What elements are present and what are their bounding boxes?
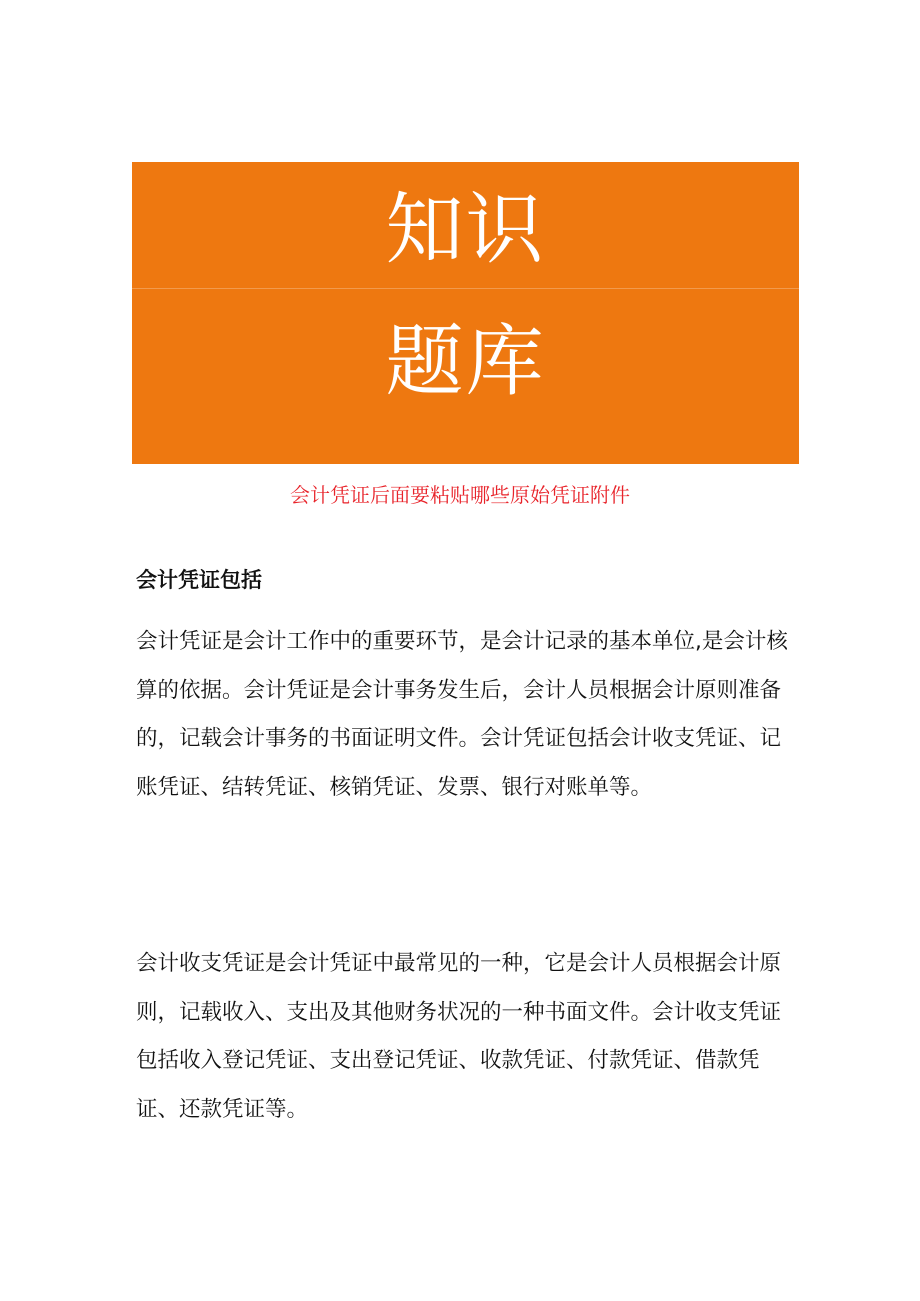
title-banner <box>132 162 799 464</box>
paragraph-2: 会计收支凭证是会计凭证中最常见的一种，它是会计人员根据会计原则，记载收入、支出及其他财务状况的一种书面文件。会计收支凭证包括收入登记凭证、支出登记凭证、收款凭证、付款凭证、借款凭证、还款凭证等。 <box>136 951 782 1122</box>
article-title: 会计凭证后面要粘贴哪些原始凭证附件 <box>290 483 630 507</box>
section-heading: 会计凭证包括 <box>136 568 262 592</box>
banner-line-2: 题库 <box>385 317 546 407</box>
paragraph-1: 会计凭证是会计工作中的重要环节，是会计记录的基本单位,是会计核算的依据。会计凭证是会计事务发生后，会计人员根据会计原则准备的，记载会计事务的书面证明文件。会计凭证包括会计收支凭证、记账凭证、结转凭证、核销凭证、发票、银行对账单等。 <box>136 629 788 800</box>
banner-line-1: 知识 <box>385 185 546 275</box>
banner-divider <box>132 288 799 289</box>
